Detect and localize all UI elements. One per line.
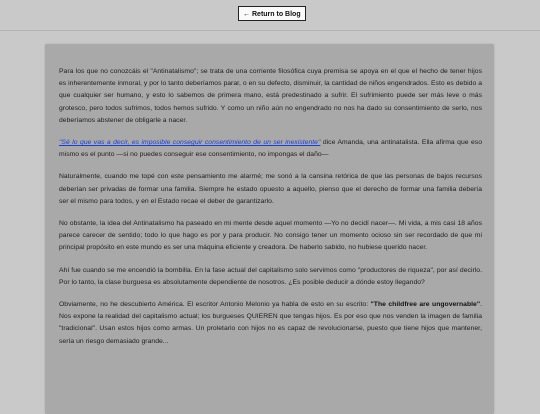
paragraph-3: Naturalmente, cuando me topé con este pensamiento me alarmé; me sonó a la cansina retórica de que las personas de bajos recursos deberían ser privadas de formar una familia. Siempre he estado opuesto a aquello, pienso que el derecho de formar una familia debería ser el mismo para todos, y en el Estado recae el deber de garantizarlo. (59, 173, 482, 205)
paragraph-4: No obstante, la idea del Antinatalismo ha paseado en mi mente desde aquel momento —Yo no decidí nacer—. Mi vida, a mis casi 18 años parece carecer de sentido; todo lo que hago es por y para producir. No consigo tener un momento ocioso sin ser recordado de que mi principal propósito en este mundo es ser una máquina eficiente y creadora. De haberlo sabido, no hubiese querido nacer. (59, 220, 482, 252)
paragraph-5: Ahí fue cuando se me encendió la bombilla. En la fase actual del capitalismo solo servimos como "productores de riqueza", por así decirlo. Por lo tanto, la clase burguesa es absolutamente dependiente de nosotros. ¿Es posible deducir a dónde estoy llegando? (59, 266, 482, 286)
top-bar (0, 0, 540, 31)
paragraph-6-start: Obviamente, no he descubierto América. El escritor Antonio Melonio ya habla de esto en su escrito: (59, 301, 371, 309)
paragraph-2 (59, 137, 482, 161)
paragraph-6-bold-quote: "The childfree are ungovernable" (370, 301, 481, 309)
paragraph-1: Para los que no conozcáis el "Antinatalismo"; se trata de una corriente filosófica cuya premisa se apoya en el que el hecho de tener hijos es inherentemente inmoral, y por lo tanto deberíamos parar, o en su defecto, disminuir, la cantidad de niños engendrados. Esto es debido a que cualquier ser humano, y esto lo sabemos de primera mano, está predestinado a sufrir. El sufrimiento puede ser más leve o más grotesco, pero todos sufrimos, todos hemos sufrido. Y como un niño aún no engendrado no nos ha dado su consentimiento de serlo, nos deberíamos abstener de obligarle a nacer. (59, 68, 482, 124)
quote-link[interactable]: "Sé lo que vas a decir, es imposible conseguir consentimiento de un ser inexistente" (59, 139, 321, 147)
return-to-blog-button[interactable] (238, 6, 306, 21)
paragraph-2-text: dice Amanda, una antinatalista. Ella afirma que eso mismo es el punto —si no puedes conseguir ese consentimiento, no impongas el daño— (59, 139, 482, 159)
article-body (45, 44, 494, 414)
paragraph-6-rest: . Nos expone la realidad del capitalismo actual; los burgueses QUIEREN que tengas hijos. Es por eso que nos venden la imagen de familia "tradicional". Usan estos hijos como armas. Un proletario con hijos no es capaz de revolucionarse, puesto que tiene hijos que mantener, sería un riesgo demasiado grande... (59, 301, 482, 345)
paragraph-6 (59, 299, 482, 348)
return-to-blog-label: Return to Blog (252, 11, 301, 18)
left-arrow-icon: ← (243, 11, 250, 18)
